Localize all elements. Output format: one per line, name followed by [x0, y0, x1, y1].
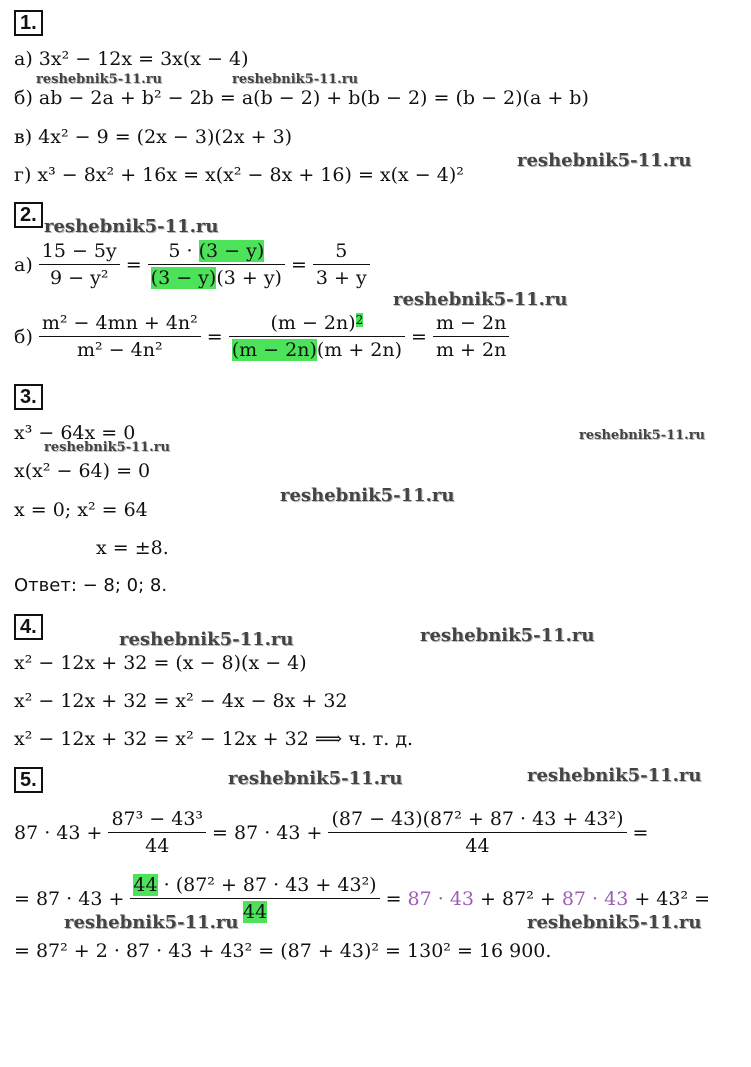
p2-a-label: а) — [14, 253, 33, 276]
p2-a-num1: 15 − 5y — [39, 238, 120, 265]
watermark: reshebnik5-11.ru — [517, 150, 692, 171]
p5-r1-mid: = 87 · 43 + — [212, 821, 323, 844]
watermark: reshebnik5-11.ru — [527, 912, 702, 933]
p5-r2-purple-1: 87 · 43 — [407, 887, 475, 910]
p2-b-label: б) — [14, 325, 33, 348]
p5-r2-mid: + 87² + — [474, 887, 562, 910]
watermark: reshebnik5-11.ru — [44, 440, 171, 455]
p2-b-num3: m − 2n — [433, 310, 509, 337]
p2-a-num2 — [148, 238, 285, 265]
p5-r1-pre: 87 · 43 + — [14, 821, 103, 844]
p2-b-den1: m² − 4n² — [77, 339, 163, 361]
p5-r1-frac2 — [328, 806, 626, 859]
watermark: reshebnik5-11.ru — [579, 428, 706, 443]
p2-a-num2-highlight: (3 − y) — [198, 240, 265, 262]
p2-b-den2-highlight: (m − 2n) — [231, 339, 317, 361]
watermark: reshebnik5-11.ru — [527, 765, 702, 786]
p2-a-num2-pre: 5 · — [168, 240, 199, 262]
watermark: reshebnik5-11.ru — [44, 216, 219, 237]
watermark: reshebnik5-11.ru — [393, 289, 568, 310]
p5-r2-purple-2: 87 · 43 — [561, 887, 629, 910]
p5-r1-num1: 87³ − 43³ — [108, 806, 206, 833]
p2-b-frac2 — [229, 310, 405, 363]
problem-number-3: 3. — [14, 384, 43, 410]
watermark: reshebnik5-11.ru — [232, 72, 359, 87]
equals: = — [290, 253, 307, 276]
p5-r1-den1: 44 — [145, 835, 170, 857]
p5-r2-tail — [408, 888, 711, 910]
p4-line-1: x² − 12x + 32 = (x − 8)(x − 4) — [14, 652, 307, 674]
p2-a-den3: 3 + y — [315, 267, 367, 289]
p5-r2-num-post: · (87² + 87 · 43 + 43²) — [157, 874, 377, 896]
p2-a-den1: 9 − y² — [50, 267, 109, 289]
p2-b-num2 — [229, 310, 405, 337]
p4-line-2: x² − 12x + 32 = x² − 4x − 8x + 32 — [14, 690, 348, 712]
watermark: reshebnik5-11.ru — [64, 912, 239, 933]
problem-number-1: 1. — [14, 10, 43, 36]
p5-r2-num-highlight: 44 — [133, 874, 158, 896]
p1-line-a: а) 3x² − 12x = 3x(x − 4) — [14, 48, 249, 70]
p1-line-g: г) x³ − 8x² + 16x = x(x² − 8x + 16) = x(x − 4)² — [14, 164, 464, 186]
p5-r1-frac1 — [108, 806, 206, 859]
p2-b-num2-highlight: 2 — [355, 313, 364, 327]
p3-line-3: x = 0; x² = 64 — [14, 499, 148, 521]
watermark: reshebnik5-11.ru — [119, 629, 294, 650]
watermark: reshebnik5-11.ru — [280, 485, 455, 506]
p5-r2-end: + 43² = — [628, 887, 711, 910]
p5-r1-num2: (87 − 43)(87² + 87 · 43 + 43²) — [328, 806, 626, 833]
p3-answer: Ответ: − 8; 0; 8. — [14, 575, 168, 596]
equals: = — [206, 325, 223, 348]
p2-b-frac3 — [433, 310, 509, 363]
p5-r2-eq: = — [385, 887, 402, 910]
p1-line-b: б) ab − 2a + b² − 2b = a(b − 2) + b(b − 2) = (b − 2)(a + b) — [14, 87, 589, 109]
problem-number-4: 4. — [14, 614, 43, 640]
watermark: reshebnik5-11.ru — [420, 625, 595, 646]
p3-line-4: x = ±8. — [96, 537, 169, 559]
p2-a-den2-highlight: (3 − y) — [150, 267, 217, 289]
p3-line-2: x(x² − 64) = 0 — [14, 460, 151, 482]
p5-row-3: = 87² + 2 · 87 · 43 + 43² = (87 + 43)² = 130² = 16 900. — [14, 940, 552, 962]
p1-line-v: в) 4x² − 9 = (2x − 3)(2x + 3) — [14, 126, 293, 148]
p2-a-frac3 — [313, 238, 370, 291]
p5-r2-num — [130, 872, 379, 899]
p2-a-num3: 5 — [313, 238, 370, 265]
problem-number-2: 2. — [14, 202, 43, 228]
watermark: reshebnik5-11.ru — [228, 768, 403, 789]
p2-b-num2-pre: (m − 2n) — [270, 312, 356, 334]
p2-row-a — [14, 238, 370, 291]
p2-a-frac1 — [39, 238, 120, 291]
p5-r1-end: = — [632, 821, 649, 844]
p5-row-1 — [14, 806, 648, 859]
p2-a-den2-post: (3 + y) — [216, 267, 282, 289]
equals: = — [411, 325, 427, 348]
p2-row-b — [14, 310, 509, 363]
p2-b-den2-post: (m + 2n) — [316, 339, 403, 361]
problem-number-5: 5. — [14, 767, 43, 793]
p2-b-frac1 — [39, 310, 201, 363]
p5-r2-pre: = 87 · 43 + — [14, 887, 125, 910]
watermark: reshebnik5-11.ru — [36, 72, 163, 87]
p3-line-1: x³ − 64x = 0 — [14, 422, 136, 444]
p5-r2-den-highlight: 44 — [242, 901, 268, 923]
p4-line-3: x² − 12x + 32 = x² − 12x + 32 ⟹ ч. т. д. — [14, 728, 414, 750]
p2-a-den2 — [148, 265, 285, 291]
p2-b-den2 — [229, 337, 405, 363]
p2-b-num1: m² − 4mn + 4n² — [39, 310, 201, 337]
p5-r1-den2: 44 — [465, 835, 490, 857]
p2-a-frac2 — [148, 238, 285, 291]
p2-b-den3: m + 2n — [435, 339, 507, 361]
equals: = — [125, 253, 142, 276]
